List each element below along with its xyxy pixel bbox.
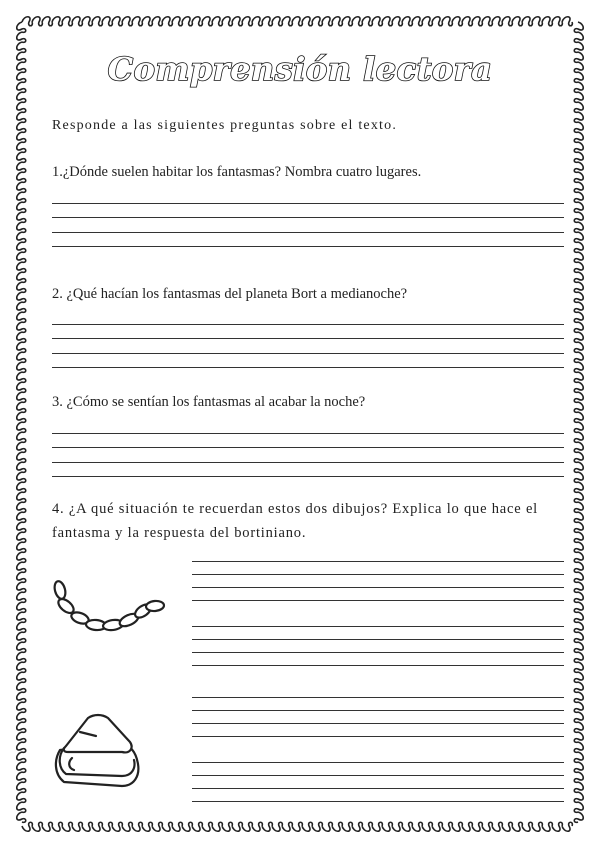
- answer-line: [192, 775, 564, 776]
- answer-line: [52, 353, 564, 354]
- answer-lines-2: [52, 324, 564, 374]
- answer-line: [192, 665, 564, 666]
- question-2: 2. ¿Qué hacían los fantasmas del planeta Bort a medianoche?: [52, 286, 408, 302]
- answer-line: [52, 462, 564, 463]
- question-4: 4. ¿A qué situación te recuerdan estos dos dibujos? Explica lo que hace el fantasma y la respuesta del bortiniano.: [52, 501, 539, 541]
- answer-lines-4: [192, 561, 564, 811]
- answer-line: [192, 587, 564, 588]
- answer-line: [192, 574, 564, 575]
- answer-line: [192, 639, 564, 640]
- answer-line: [52, 232, 564, 233]
- chain-icon: [48, 578, 168, 640]
- answer-line: [52, 476, 564, 477]
- answer-line: [192, 762, 564, 763]
- answer-line: [192, 801, 564, 802]
- answer-line: [52, 433, 564, 434]
- question-3: 3. ¿Cómo se sentían los fantasmas al acabar la noche?: [52, 394, 366, 410]
- folded-blanket-icon: [50, 712, 142, 792]
- answer-line: [192, 652, 564, 653]
- answer-line: [192, 723, 564, 724]
- answer-line: [52, 338, 564, 339]
- answer-line: [192, 736, 564, 737]
- answer-line: [52, 447, 564, 448]
- answer-line: [192, 697, 564, 698]
- answer-line: [52, 324, 564, 325]
- answer-line: [52, 217, 564, 218]
- question-1: 1.¿Dónde suelen habitar los fantasmas? Nombra cuatro lugares.: [52, 164, 422, 180]
- answer-line: [192, 710, 564, 711]
- answer-lines-1: [52, 203, 564, 253]
- answer-line: [52, 367, 564, 368]
- instructions-text: Responde a las siguientes preguntas sobre el texto.: [52, 118, 398, 133]
- answer-line: [52, 246, 564, 247]
- answer-line: [192, 561, 564, 562]
- page-title: Comprensión lectora: [107, 50, 493, 88]
- answer-line: [192, 600, 564, 601]
- answer-line: [192, 626, 564, 627]
- answer-lines-3: [52, 433, 564, 483]
- answer-line: [192, 788, 564, 789]
- answer-line: [52, 203, 564, 204]
